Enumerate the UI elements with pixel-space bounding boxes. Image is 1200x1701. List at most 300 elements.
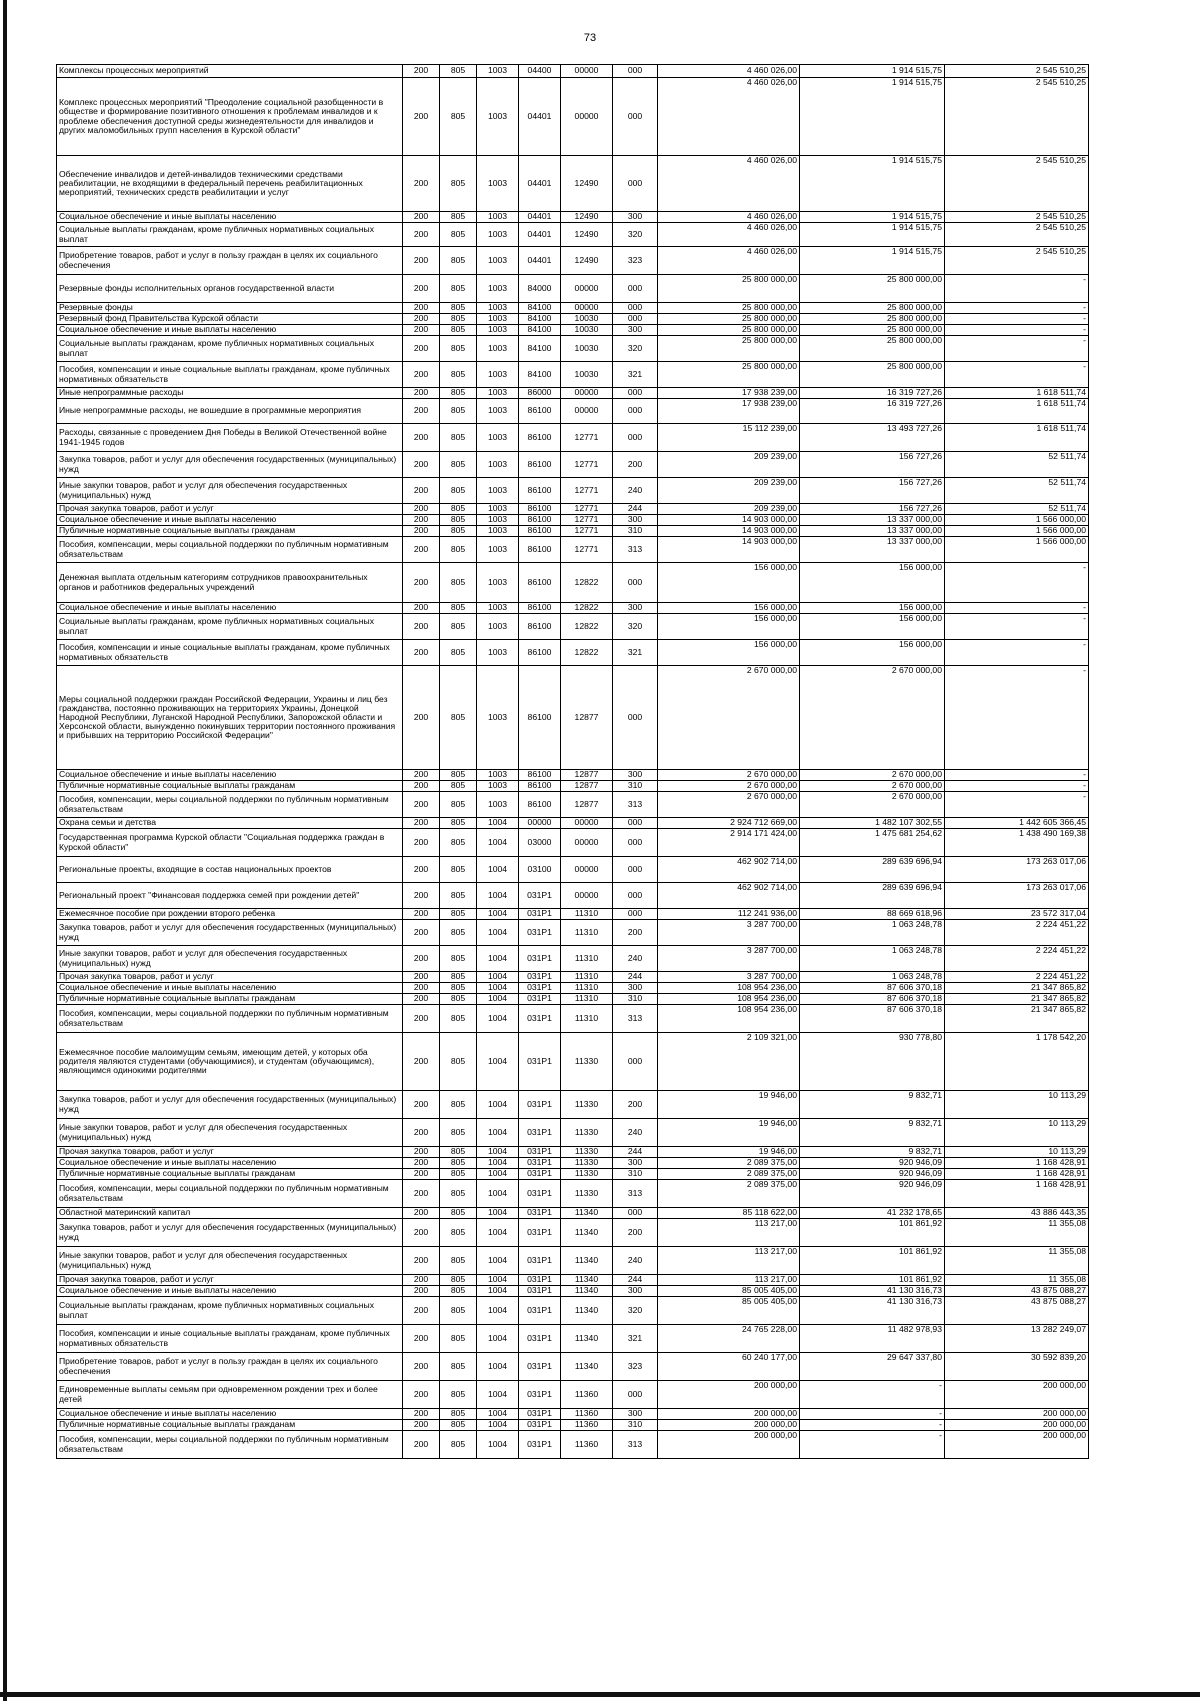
row-name: Комплекс процессных мероприятий "Преодоление социальной разобщенности в обществе и формирование позитивного отношения к проблемам инвалидов и к проблеме обеспечения доступной среды жизнедеятельности для инвалидов и других маломобильных групп населения в Курской области" bbox=[57, 78, 403, 156]
code-expense-type: 310 bbox=[613, 781, 658, 792]
amount-approved: 113 217,00 bbox=[658, 1247, 800, 1275]
row-name: Закупка товаров, работ и услуг для обеспечения государственных (муниципальных) нужд bbox=[57, 920, 403, 946]
row-name: Публичные нормативные социальные выплаты гражданам bbox=[57, 1420, 403, 1431]
amount-remaining: 11 355,08 bbox=[945, 1219, 1089, 1247]
code-section: 805 bbox=[440, 1297, 477, 1325]
code-program: 031P1 bbox=[519, 1325, 561, 1353]
code-expense-type: 240 bbox=[613, 478, 658, 504]
code-direction: 11310 bbox=[561, 946, 613, 972]
row-name: Публичные нормативные социальные выплаты гражданам bbox=[57, 781, 403, 792]
code-expense-type: 310 bbox=[613, 1420, 658, 1431]
code-direction: 11340 bbox=[561, 1325, 613, 1353]
amount-approved: 200 000,00 bbox=[658, 1381, 800, 1409]
table-row bbox=[57, 1219, 1089, 1247]
code-expense-type: 000 bbox=[613, 275, 658, 303]
code-direction: 11360 bbox=[561, 1381, 613, 1409]
amount-remaining: - bbox=[945, 314, 1089, 325]
table-row bbox=[57, 1091, 1089, 1119]
table-row bbox=[57, 65, 1089, 78]
code-section: 805 bbox=[440, 452, 477, 478]
code-ministry: 200 bbox=[403, 614, 440, 640]
row-name: Пособия, компенсации, меры социальной поддержки по публичным нормативным обязательствам bbox=[57, 537, 403, 563]
code-subsection: 1003 bbox=[477, 478, 519, 504]
code-direction: 11330 bbox=[561, 1158, 613, 1169]
table-row bbox=[57, 614, 1089, 640]
code-section: 805 bbox=[440, 946, 477, 972]
code-subsection: 1004 bbox=[477, 1158, 519, 1169]
amount-executed: 13 493 727,26 bbox=[800, 424, 945, 452]
code-subsection: 1003 bbox=[477, 156, 519, 212]
code-ministry: 200 bbox=[403, 325, 440, 336]
code-subsection: 1004 bbox=[477, 1091, 519, 1119]
code-expense-type: 310 bbox=[613, 994, 658, 1005]
code-expense-type: 321 bbox=[613, 1325, 658, 1353]
row-name: Ежемесячное пособие при рождении второго ребенка bbox=[57, 909, 403, 920]
table-row bbox=[57, 857, 1089, 883]
code-expense-type: 313 bbox=[613, 792, 658, 818]
amount-remaining: 43 886 443,35 bbox=[945, 1208, 1089, 1219]
amount-remaining: 2 545 510,25 bbox=[945, 156, 1089, 212]
amount-approved: 2 089 375,00 bbox=[658, 1169, 800, 1180]
code-subsection: 1004 bbox=[477, 1431, 519, 1459]
code-expense-type: 320 bbox=[613, 1297, 658, 1325]
code-ministry: 200 bbox=[403, 946, 440, 972]
code-section: 805 bbox=[440, 526, 477, 537]
amount-approved: 85 005 405,00 bbox=[658, 1297, 800, 1325]
code-direction: 11340 bbox=[561, 1353, 613, 1381]
code-ministry: 200 bbox=[403, 792, 440, 818]
code-section: 805 bbox=[440, 303, 477, 314]
code-program: 03100 bbox=[519, 857, 561, 883]
amount-remaining: 1 566 000,00 bbox=[945, 526, 1089, 537]
code-section: 805 bbox=[440, 1091, 477, 1119]
code-expense-type: 300 bbox=[613, 515, 658, 526]
code-ministry: 200 bbox=[403, 1033, 440, 1091]
code-ministry: 200 bbox=[403, 156, 440, 212]
row-name: Закупка товаров, работ и услуг для обеспечения государственных (муниципальных) нужд bbox=[57, 1091, 403, 1119]
code-ministry: 200 bbox=[403, 1005, 440, 1033]
amount-approved: 19 946,00 bbox=[658, 1091, 800, 1119]
row-name: Закупка товаров, работ и услуг для обеспечения государственных (муниципальных) нужд bbox=[57, 1219, 403, 1247]
code-section: 805 bbox=[440, 818, 477, 829]
amount-approved: 462 902 714,00 bbox=[658, 857, 800, 883]
code-expense-type: 200 bbox=[613, 452, 658, 478]
code-ministry: 200 bbox=[403, 314, 440, 325]
code-expense-type: 000 bbox=[613, 1381, 658, 1409]
code-subsection: 1003 bbox=[477, 362, 519, 388]
table-row bbox=[57, 920, 1089, 946]
code-direction: 11310 bbox=[561, 972, 613, 983]
table-row bbox=[57, 537, 1089, 563]
code-program: 86100 bbox=[519, 452, 561, 478]
amount-approved: 156 000,00 bbox=[658, 563, 800, 603]
amount-approved: 17 938 239,00 bbox=[658, 399, 800, 424]
row-name: Иные закупки товаров, работ и услуг для обеспечения государственных (муниципальных) нужд bbox=[57, 946, 403, 972]
code-program: 031P1 bbox=[519, 1091, 561, 1119]
row-name: Социальное обеспечение и иные выплаты населению bbox=[57, 983, 403, 994]
code-subsection: 1004 bbox=[477, 883, 519, 909]
row-name: Иные закупки товаров, работ и услуг для обеспечения государственных (муниципальных) нужд bbox=[57, 478, 403, 504]
amount-approved: 156 000,00 bbox=[658, 614, 800, 640]
amount-remaining: - bbox=[945, 770, 1089, 781]
code-subsection: 1004 bbox=[477, 818, 519, 829]
amount-executed: 1 914 515,75 bbox=[800, 247, 945, 275]
amount-executed: 920 946,09 bbox=[800, 1169, 945, 1180]
code-expense-type: 300 bbox=[613, 603, 658, 614]
code-ministry: 200 bbox=[403, 770, 440, 781]
code-ministry: 200 bbox=[403, 223, 440, 247]
code-program: 031P1 bbox=[519, 994, 561, 1005]
amount-remaining: 1 618 511,74 bbox=[945, 399, 1089, 424]
table-row bbox=[57, 983, 1089, 994]
code-ministry: 200 bbox=[403, 1286, 440, 1297]
amount-remaining: 2 545 510,25 bbox=[945, 78, 1089, 156]
amount-executed: 2 670 000,00 bbox=[800, 666, 945, 770]
table-row bbox=[57, 1409, 1089, 1420]
code-expense-type: 300 bbox=[613, 1286, 658, 1297]
table-row bbox=[57, 770, 1089, 781]
code-subsection: 1004 bbox=[477, 1409, 519, 1420]
code-direction: 12771 bbox=[561, 424, 613, 452]
code-subsection: 1004 bbox=[477, 1353, 519, 1381]
amount-remaining: - bbox=[945, 792, 1089, 818]
amount-remaining: 2 224 451,22 bbox=[945, 920, 1089, 946]
amount-executed: 11 482 978,93 bbox=[800, 1325, 945, 1353]
code-section: 805 bbox=[440, 1381, 477, 1409]
code-expense-type: 320 bbox=[613, 614, 658, 640]
amount-remaining: 30 592 839,20 bbox=[945, 1353, 1089, 1381]
amount-remaining: - bbox=[945, 640, 1089, 666]
code-direction: 00000 bbox=[561, 399, 613, 424]
code-ministry: 200 bbox=[403, 857, 440, 883]
amount-remaining: 1 438 490 169,38 bbox=[945, 829, 1089, 857]
code-direction: 12771 bbox=[561, 478, 613, 504]
amount-approved: 4 460 026,00 bbox=[658, 156, 800, 212]
amount-approved: 209 239,00 bbox=[658, 478, 800, 504]
budget-table bbox=[56, 64, 1089, 1459]
amount-executed: 13 337 000,00 bbox=[800, 515, 945, 526]
amount-executed: 156 000,00 bbox=[800, 563, 945, 603]
amount-approved: 3 287 700,00 bbox=[658, 972, 800, 983]
code-program: 031P1 bbox=[519, 1381, 561, 1409]
row-name: Региональный проект "Финансовая поддержка семей при рождении детей" bbox=[57, 883, 403, 909]
code-direction: 11330 bbox=[561, 1091, 613, 1119]
amount-approved: 113 217,00 bbox=[658, 1219, 800, 1247]
table-row bbox=[57, 909, 1089, 920]
amount-executed: 156 727,26 bbox=[800, 478, 945, 504]
code-ministry: 200 bbox=[403, 603, 440, 614]
code-expense-type: 000 bbox=[613, 388, 658, 399]
row-name: Социальное обеспечение и иные выплаты населению bbox=[57, 1409, 403, 1420]
amount-remaining: - bbox=[945, 614, 1089, 640]
code-expense-type: 313 bbox=[613, 1180, 658, 1208]
code-direction: 12490 bbox=[561, 212, 613, 223]
amount-remaining: - bbox=[945, 303, 1089, 314]
amount-approved: 60 240 177,00 bbox=[658, 1353, 800, 1381]
code-subsection: 1003 bbox=[477, 640, 519, 666]
amount-approved: 25 800 000,00 bbox=[658, 314, 800, 325]
table-row bbox=[57, 325, 1089, 336]
table-row bbox=[57, 781, 1089, 792]
code-expense-type: 320 bbox=[613, 336, 658, 362]
row-name: Региональные проекты, входящие в состав национальных проектов bbox=[57, 857, 403, 883]
table-row bbox=[57, 792, 1089, 818]
amount-remaining: 1 442 605 366,45 bbox=[945, 818, 1089, 829]
code-ministry: 200 bbox=[403, 909, 440, 920]
code-section: 805 bbox=[440, 920, 477, 946]
code-subsection: 1004 bbox=[477, 1381, 519, 1409]
amount-executed: 25 800 000,00 bbox=[800, 275, 945, 303]
code-ministry: 200 bbox=[403, 883, 440, 909]
amount-remaining: - bbox=[945, 603, 1089, 614]
code-ministry: 200 bbox=[403, 1091, 440, 1119]
code-subsection: 1004 bbox=[477, 1325, 519, 1353]
code-expense-type: 000 bbox=[613, 563, 658, 603]
table-row bbox=[57, 1275, 1089, 1286]
code-program: 031P1 bbox=[519, 883, 561, 909]
code-ministry: 200 bbox=[403, 1247, 440, 1275]
row-name: Иные закупки товаров, работ и услуг для обеспечения государственных (муниципальных) нужд bbox=[57, 1247, 403, 1275]
code-direction: 11310 bbox=[561, 920, 613, 946]
row-name: Государственная программа Курской области "Социальная поддержка граждан в Курской области" bbox=[57, 829, 403, 857]
code-expense-type: 300 bbox=[613, 1158, 658, 1169]
table-row bbox=[57, 818, 1089, 829]
code-direction: 11340 bbox=[561, 1208, 613, 1219]
amount-approved: 25 800 000,00 bbox=[658, 336, 800, 362]
code-section: 805 bbox=[440, 1275, 477, 1286]
table-row bbox=[57, 504, 1089, 515]
amount-approved: 4 460 026,00 bbox=[658, 247, 800, 275]
code-direction: 12877 bbox=[561, 666, 613, 770]
code-section: 805 bbox=[440, 537, 477, 563]
code-subsection: 1003 bbox=[477, 515, 519, 526]
code-expense-type: 000 bbox=[613, 883, 658, 909]
code-section: 805 bbox=[440, 1119, 477, 1147]
code-section: 805 bbox=[440, 770, 477, 781]
code-direction: 00000 bbox=[561, 275, 613, 303]
code-expense-type: 000 bbox=[613, 156, 658, 212]
table-row bbox=[57, 1005, 1089, 1033]
code-direction: 11360 bbox=[561, 1431, 613, 1459]
code-subsection: 1004 bbox=[477, 983, 519, 994]
row-name: Единовременные выплаты семьям при одновременном рождении трех и более детей bbox=[57, 1381, 403, 1409]
code-program: 84100 bbox=[519, 336, 561, 362]
code-expense-type: 000 bbox=[613, 78, 658, 156]
amount-executed: 2 670 000,00 bbox=[800, 770, 945, 781]
code-subsection: 1003 bbox=[477, 212, 519, 223]
code-subsection: 1004 bbox=[477, 1420, 519, 1431]
code-program: 86100 bbox=[519, 526, 561, 537]
table-row bbox=[57, 1033, 1089, 1091]
code-program: 04401 bbox=[519, 223, 561, 247]
code-ministry: 200 bbox=[403, 65, 440, 78]
row-name: Расходы, связанные с проведением Дня Победы в Великой Отечественной войне 1941-1945 годов bbox=[57, 424, 403, 452]
row-name: Пособия, компенсации и иные социальные выплаты гражданам, кроме публичных нормативных обязательств bbox=[57, 640, 403, 666]
code-subsection: 1003 bbox=[477, 388, 519, 399]
row-name: Иные непрограммные расходы, не вошедшие в программные мероприятия bbox=[57, 399, 403, 424]
code-ministry: 200 bbox=[403, 1420, 440, 1431]
code-program: 86100 bbox=[519, 614, 561, 640]
row-name: Закупка товаров, работ и услуг для обеспечения государственных (муниципальных) нужд bbox=[57, 452, 403, 478]
code-program: 031P1 bbox=[519, 1180, 561, 1208]
amount-remaining: 10 113,29 bbox=[945, 1119, 1089, 1147]
code-subsection: 1004 bbox=[477, 1119, 519, 1147]
amount-remaining: 200 000,00 bbox=[945, 1431, 1089, 1459]
code-program: 031P1 bbox=[519, 1119, 561, 1147]
row-name: Социальные выплаты гражданам, кроме публичных нормативных социальных выплат bbox=[57, 223, 403, 247]
amount-approved: 108 954 236,00 bbox=[658, 994, 800, 1005]
code-program: 031P1 bbox=[519, 1297, 561, 1325]
amount-executed: 25 800 000,00 bbox=[800, 303, 945, 314]
row-name: Комплексы процессных мероприятий bbox=[57, 65, 403, 78]
amount-remaining: - bbox=[945, 325, 1089, 336]
amount-approved: 200 000,00 bbox=[658, 1431, 800, 1459]
code-ministry: 200 bbox=[403, 78, 440, 156]
code-section: 805 bbox=[440, 614, 477, 640]
amount-approved: 19 946,00 bbox=[658, 1119, 800, 1147]
amount-remaining: - bbox=[945, 666, 1089, 770]
code-section: 805 bbox=[440, 223, 477, 247]
table-row bbox=[57, 336, 1089, 362]
code-section: 805 bbox=[440, 781, 477, 792]
amount-remaining: - bbox=[945, 563, 1089, 603]
amount-approved: 85 005 405,00 bbox=[658, 1286, 800, 1297]
row-name: Социальное обеспечение и иные выплаты населению bbox=[57, 770, 403, 781]
code-section: 805 bbox=[440, 1219, 477, 1247]
code-direction: 10030 bbox=[561, 336, 613, 362]
code-ministry: 200 bbox=[403, 1180, 440, 1208]
amount-approved: 4 460 026,00 bbox=[658, 212, 800, 223]
row-name: Приобретение товаров, работ и услуг в пользу граждан в целях их социального обеспечения bbox=[57, 1353, 403, 1381]
code-expense-type: 240 bbox=[613, 946, 658, 972]
amount-remaining: 2 224 451,22 bbox=[945, 946, 1089, 972]
amount-executed: 16 319 727,26 bbox=[800, 388, 945, 399]
code-direction: 11330 bbox=[561, 1147, 613, 1158]
code-subsection: 1004 bbox=[477, 1005, 519, 1033]
code-direction: 11310 bbox=[561, 994, 613, 1005]
amount-approved: 3 287 700,00 bbox=[658, 946, 800, 972]
row-name: Социальные выплаты гражданам, кроме публичных нормативных социальных выплат bbox=[57, 614, 403, 640]
code-program: 031P1 bbox=[519, 1158, 561, 1169]
amount-executed: 1 914 515,75 bbox=[800, 78, 945, 156]
code-direction: 12822 bbox=[561, 640, 613, 666]
code-ministry: 200 bbox=[403, 1219, 440, 1247]
code-subsection: 1003 bbox=[477, 399, 519, 424]
amount-remaining: 13 282 249,07 bbox=[945, 1325, 1089, 1353]
code-program: 031P1 bbox=[519, 983, 561, 994]
amount-approved: 4 460 026,00 bbox=[658, 223, 800, 247]
code-program: 04401 bbox=[519, 247, 561, 275]
amount-approved: 19 946,00 bbox=[658, 1147, 800, 1158]
amount-approved: 2 089 375,00 bbox=[658, 1180, 800, 1208]
row-name: Прочая закупка товаров, работ и услуг bbox=[57, 972, 403, 983]
code-direction: 12490 bbox=[561, 156, 613, 212]
code-expense-type: 244 bbox=[613, 972, 658, 983]
row-name: Пособия, компенсации и иные социальные выплаты гражданам, кроме публичных нормативных обязательств bbox=[57, 1325, 403, 1353]
code-section: 805 bbox=[440, 1158, 477, 1169]
code-ministry: 200 bbox=[403, 1158, 440, 1169]
page-number: 73 bbox=[583, 32, 597, 44]
code-section: 805 bbox=[440, 314, 477, 325]
amount-executed: 1 063 248,78 bbox=[800, 920, 945, 946]
amount-remaining: 2 545 510,25 bbox=[945, 223, 1089, 247]
amount-approved: 25 800 000,00 bbox=[658, 275, 800, 303]
table-row bbox=[57, 1119, 1089, 1147]
code-section: 805 bbox=[440, 792, 477, 818]
code-section: 805 bbox=[440, 325, 477, 336]
code-section: 805 bbox=[440, 883, 477, 909]
code-expense-type: 321 bbox=[613, 362, 658, 388]
table-row bbox=[57, 478, 1089, 504]
code-subsection: 1003 bbox=[477, 603, 519, 614]
code-ministry: 200 bbox=[403, 515, 440, 526]
code-expense-type: 000 bbox=[613, 1208, 658, 1219]
amount-executed: 920 946,09 bbox=[800, 1180, 945, 1208]
amount-approved: 2 109 321,00 bbox=[658, 1033, 800, 1091]
amount-executed: 2 670 000,00 bbox=[800, 781, 945, 792]
code-direction: 00000 bbox=[561, 818, 613, 829]
code-expense-type: 313 bbox=[613, 537, 658, 563]
code-direction: 11340 bbox=[561, 1275, 613, 1286]
amount-remaining: - bbox=[945, 336, 1089, 362]
code-ministry: 200 bbox=[403, 640, 440, 666]
amount-executed: 13 337 000,00 bbox=[800, 537, 945, 563]
code-section: 805 bbox=[440, 666, 477, 770]
code-ministry: 200 bbox=[403, 829, 440, 857]
amount-executed: 13 337 000,00 bbox=[800, 526, 945, 537]
code-direction: 12822 bbox=[561, 603, 613, 614]
table-row bbox=[57, 223, 1089, 247]
amount-approved: 17 938 239,00 bbox=[658, 388, 800, 399]
code-program: 031P1 bbox=[519, 1420, 561, 1431]
code-direction: 12822 bbox=[561, 614, 613, 640]
code-ministry: 200 bbox=[403, 526, 440, 537]
code-section: 805 bbox=[440, 1409, 477, 1420]
code-section: 805 bbox=[440, 65, 477, 78]
code-program: 031P1 bbox=[519, 1247, 561, 1275]
row-name: Денежная выплата отдельным категориям сотрудников правоохранительных органов и работников федеральных учреждений bbox=[57, 563, 403, 603]
table-row bbox=[57, 1381, 1089, 1409]
code-expense-type: 000 bbox=[613, 1033, 658, 1091]
code-subsection: 1004 bbox=[477, 1147, 519, 1158]
amount-approved: 462 902 714,00 bbox=[658, 883, 800, 909]
amount-remaining: 43 875 088,27 bbox=[945, 1297, 1089, 1325]
amount-remaining: 52 511,74 bbox=[945, 504, 1089, 515]
amount-remaining: 10 113,29 bbox=[945, 1147, 1089, 1158]
table-row bbox=[57, 314, 1089, 325]
code-section: 805 bbox=[440, 972, 477, 983]
code-ministry: 200 bbox=[403, 212, 440, 223]
code-expense-type: 313 bbox=[613, 1431, 658, 1459]
amount-remaining: 1 566 000,00 bbox=[945, 515, 1089, 526]
table-row bbox=[57, 212, 1089, 223]
code-program: 86100 bbox=[519, 781, 561, 792]
code-ministry: 200 bbox=[403, 1409, 440, 1420]
amount-remaining: 52 511,74 bbox=[945, 478, 1089, 504]
row-name: Иные непрограммные расходы bbox=[57, 388, 403, 399]
code-section: 805 bbox=[440, 504, 477, 515]
amount-remaining: - bbox=[945, 781, 1089, 792]
code-expense-type: 244 bbox=[613, 1147, 658, 1158]
amount-executed: 1 482 107 302,55 bbox=[800, 818, 945, 829]
amount-approved: 2 914 171 424,00 bbox=[658, 829, 800, 857]
row-name: Социальные выплаты гражданам, кроме публичных нормативных социальных выплат bbox=[57, 1297, 403, 1325]
code-program: 031P1 bbox=[519, 1353, 561, 1381]
amount-approved: 2 089 375,00 bbox=[658, 1158, 800, 1169]
row-name: Иные закупки товаров, работ и услуг для обеспечения государственных (муниципальных) нужд bbox=[57, 1119, 403, 1147]
table-row bbox=[57, 1431, 1089, 1459]
code-expense-type: 300 bbox=[613, 325, 658, 336]
